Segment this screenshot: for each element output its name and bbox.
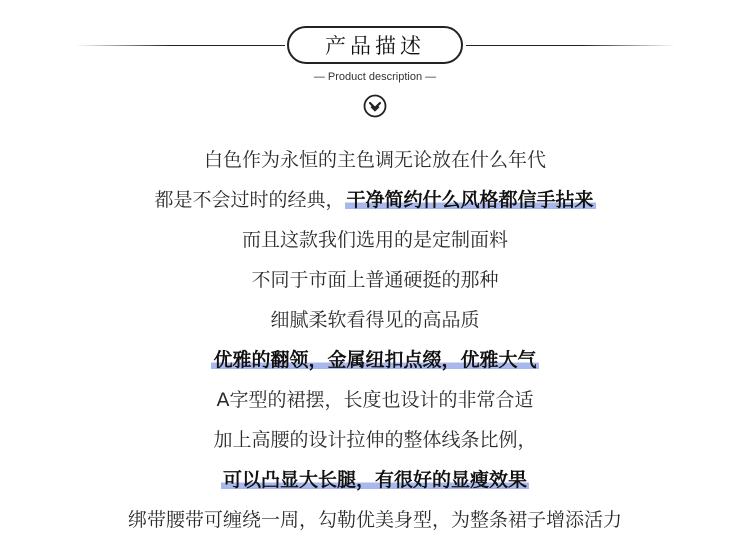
line-text: 加上高腰的设计拉伸的整体线条比例，: [213, 429, 537, 451]
line-text: 白色作为永恒的主色调无论放在什么年代: [203, 149, 546, 171]
description-line: [0, 340, 750, 380]
section-header: [0, 0, 750, 130]
line-text: 绑带腰带可缠绕一周，勾勒优美身型，为整条裙子增添活力: [127, 509, 622, 531]
section-subtitle: — Product description —: [313, 71, 437, 83]
description-line: [0, 180, 750, 220]
line-text: A字型的裙摆，长度也设计的非常合适: [216, 389, 534, 411]
divider-left: [75, 45, 285, 46]
chevron-down-circle-icon: [363, 94, 387, 118]
description-line: [0, 140, 750, 180]
highlighted-text: 可以凸显大长腿，有很好的显瘦效果: [222, 469, 527, 491]
highlighted-text: 干净简约什么风格都信手拈来: [346, 189, 594, 211]
description-line: [0, 260, 750, 300]
section-title: 产品描述: [287, 26, 463, 64]
description-line: [0, 380, 750, 420]
divider-right: [466, 45, 676, 46]
line-text: 不同于市面上普通硬挺的那种: [251, 269, 499, 291]
description-line: [0, 420, 750, 460]
description-line: [0, 500, 750, 540]
description-text: [0, 140, 750, 540]
description-line: [0, 300, 750, 340]
description-line: [0, 460, 750, 500]
line-text: 都是不会过时的经典，: [154, 189, 345, 211]
line-text: 而且这款我们选用的是定制面料: [241, 229, 508, 251]
line-text: 细腻柔软看得见的高品质: [270, 309, 480, 331]
description-line: [0, 220, 750, 260]
highlighted-text: 优雅的翻领，金属纽扣点缀，优雅大气: [213, 349, 537, 371]
